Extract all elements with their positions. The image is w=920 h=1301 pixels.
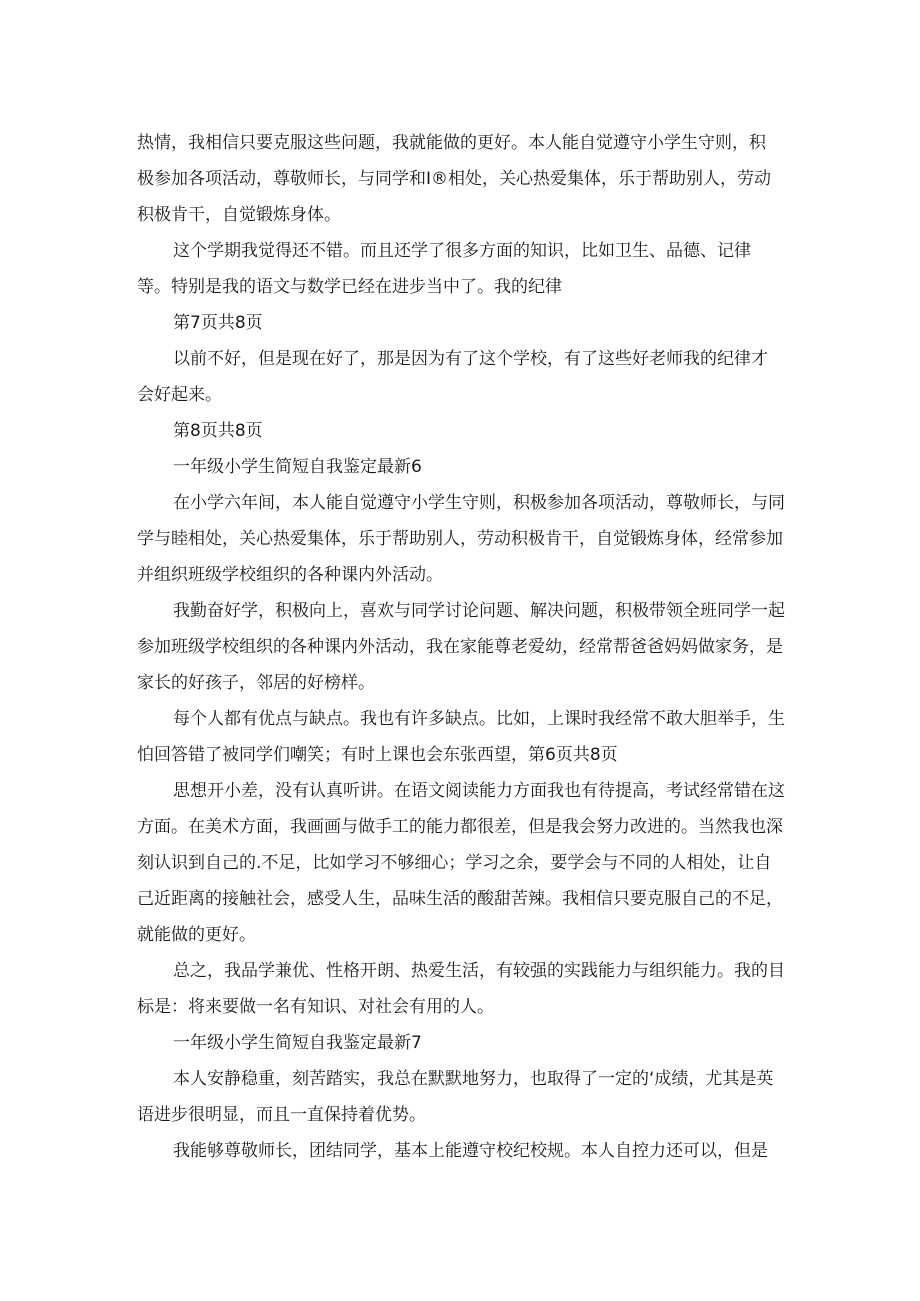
text-line: 在小学六年间，本人能自觉遵守小学生守则，积极参加各项活动，尊敬师长，与同 [173, 493, 785, 513]
text-line: 本人安静稳重，刻苦踏实，我总在默默地努力，也取得了一定的‘成绩，尤其是英 [173, 1069, 774, 1089]
text-line: 我能够尊敬师长，团结同学，基本上能遵守校纪校规。本人自控力还可以，但是 [173, 1141, 768, 1161]
text-line: 会好起来。 [137, 385, 222, 405]
text-line: 总之，我品学兼优、性格开朗、热爱生活，有较强的实践能力与组织能力。我的目 [173, 961, 785, 981]
text-line: 怕回答错了被同学们嘲笑；有时上课也会东张西望，第6页共8页 [137, 745, 618, 765]
text-line: 刻认识到自己的.不足，比如学习不够细心；学习之余，要学会与不同的人相处，让自 [137, 853, 772, 873]
text-line: 等。特别是我的语文与数学已经在进步当中了。我的纪律 [137, 277, 562, 297]
text-line: 就能做的更好。 [137, 925, 256, 945]
text-line: 这个学期我觉得还不错。而且还学了很多方面的知识，比如卫生、品德、记律 [173, 241, 751, 261]
text-line: 方面。在美术方面，我画画与做手工的能力都很差，但是我会努力改进的。当然我也深 [137, 817, 783, 837]
section-heading: 一年级小学生简短自我鉴定最新6 [173, 457, 422, 477]
text-line: 己近距离的接触社会，感受人生，品味生活的酸甜苦辣。我相信只要克服自己的不足， [137, 889, 783, 909]
text-line: 每个人都有优点与缺点。我也有许多缺点。比如，上课时我经常不敢大胆举手，生 [173, 709, 785, 729]
section-heading: 一年级小学生简短自我鉴定最新7 [173, 1033, 422, 1053]
text-line: 积极肯干，自觉锻炼身体。 [137, 205, 341, 225]
page-number-marker: 第8页共8页 [173, 421, 263, 441]
text-line: 学与睦相处，关心热爱集体，乐于帮助别人，劳动积极肯干，自觉锻炼身体，经常参加 [137, 529, 783, 549]
text-line: 参加班级学校组织的各种课内外活动，我在家能尊老爱幼，经常帮爸爸妈妈做家务，是 [137, 637, 783, 657]
page-number-marker: 第7页共8页 [173, 313, 263, 333]
text-line: 极参加各项活动，尊敬师长，与同学和I®相处，关心热爱集体，乐于帮助别人，劳动 [137, 169, 772, 189]
text-line: 思想开小差，没有认真听讲。在语文阅读能力方面我也有待提高，考试经常错在这 [173, 781, 785, 801]
text-line: 并组织班级学校组织的各种课内外活动。 [137, 565, 443, 585]
text-line: 我勤奋好学，积极向上，喜欢与同学讨论问题、解决问题，积极带领全班同学一起 [173, 601, 785, 621]
text-line: 语进步很明显，而且一直保持着优势。 [137, 1105, 426, 1125]
text-line: 以前不好，但是现在好了，那是因为有了这个学校，有了这些好老师我的纪律才 [173, 349, 768, 369]
document-body [137, 125, 787, 1169]
text-line: 家长的好孩子，邻居的好榜样。 [137, 673, 375, 693]
text-line: 热情，我相信只要克服这些问题，我就能做的更好。本人能自觉遵守小学生守则，积 [137, 133, 766, 153]
text-line: 标是：将来要做一名有知识、对社会有用的人。 [137, 997, 494, 1017]
